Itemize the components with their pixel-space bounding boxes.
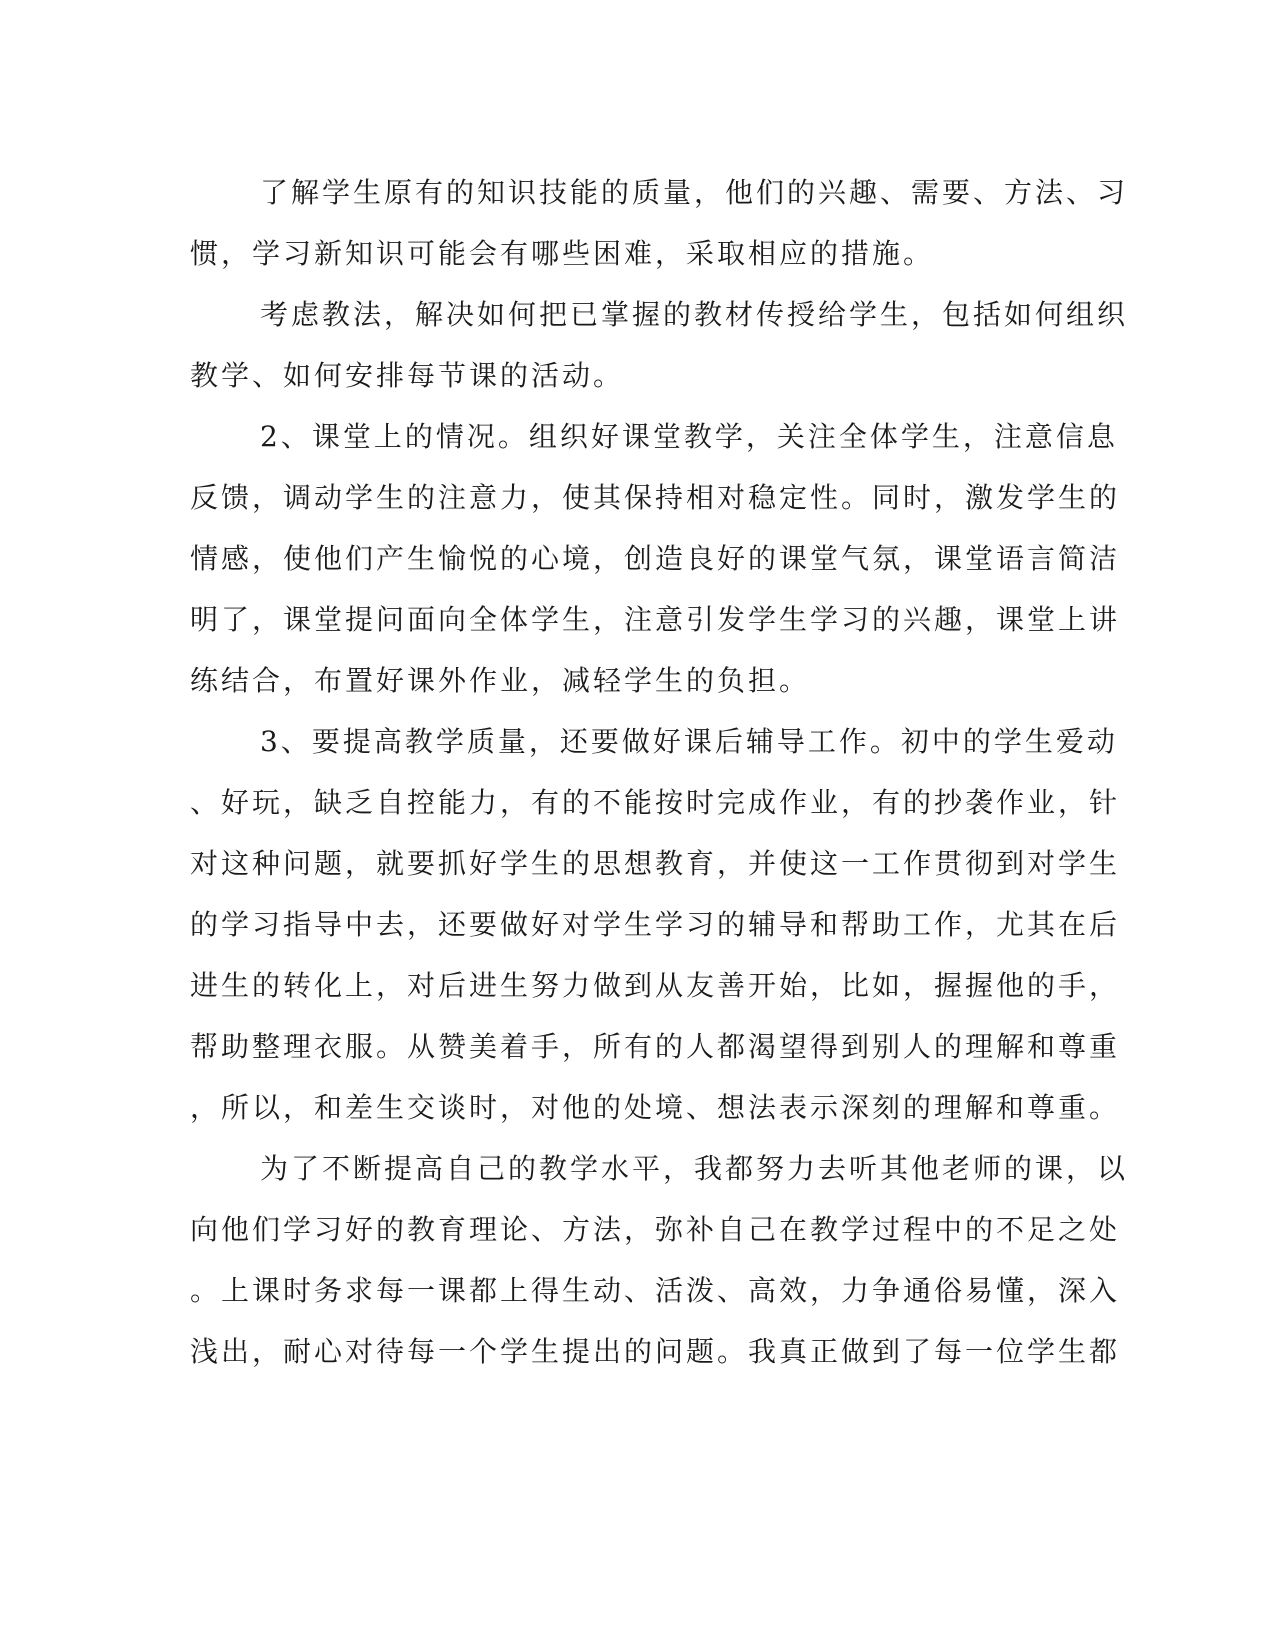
- text-line: 向他们学习好的教育理论、方法，弥补自己在教学过程中的不足之处: [190, 1213, 1121, 1246]
- text-line: 的学习指导中去，还要做好对学生学习的辅导和帮助工作，尤其在后: [190, 908, 1121, 941]
- text-line: 浅出，耐心对待每一个学生提出的问题。我真正做到了每一位学生都: [190, 1335, 1121, 1368]
- text-line: 。上课时务求每一课都上得生动、活泼、高效，力争通俗易懂，深入: [190, 1274, 1121, 1307]
- text-line: 练结合，布置好课外作业，减轻学生的负担。: [190, 664, 811, 697]
- text-line: 反馈，调动学生的注意力，使其保持相对稳定性。同时，激发学生的: [190, 481, 1121, 514]
- text-line: 惯，学习新知识可能会有哪些困难，采取相应的措施。: [190, 237, 935, 270]
- text-line: 对这种问题，就要抓好学生的思想教育，并使这一工作贯彻到对学生: [190, 847, 1121, 880]
- text-line: 了解学生原有的知识技能的质量，他们的兴趣、需要、方法、习: [260, 176, 1129, 209]
- text-line: 考虑教法，解决如何把已掌握的教材传授给学生，包括如何组织: [260, 298, 1129, 331]
- text-line: 明了，课堂提问面向全体学生，注意引发学生学习的兴趣，课堂上讲: [190, 603, 1121, 636]
- text-line: 情感，使他们产生愉悦的心境，创造良好的课堂气氛，课堂语言简洁: [190, 542, 1121, 575]
- document-body: [190, 162, 1129, 1382]
- text-line: 、好玩，缺乏自控能力，有的不能按时完成作业，有的抄袭作业，针: [190, 786, 1121, 819]
- text-line: ，所以，和差生交谈时，对他的处境、想法表示深刻的理解和尊重。: [190, 1091, 1121, 1124]
- text-line: 进生的转化上，对后进生努力做到从友善开始，比如，握握他的手，: [190, 969, 1121, 1002]
- text-line: 帮助整理衣服。从赞美着手，所有的人都渴望得到别人的理解和尊重: [190, 1030, 1121, 1063]
- text-line: 2、课堂上的情况。组织好课堂教学，关注全体学生，注意信息: [260, 420, 1118, 453]
- text-line: 3、要提高教学质量，还要做好课后辅导工作。初中的学生爱动: [260, 725, 1118, 758]
- text-line: 教学、如何安排每节课的活动。: [190, 359, 625, 392]
- text-line: 为了不断提高自己的教学水平，我都努力去听其他老师的课，以: [260, 1152, 1129, 1185]
